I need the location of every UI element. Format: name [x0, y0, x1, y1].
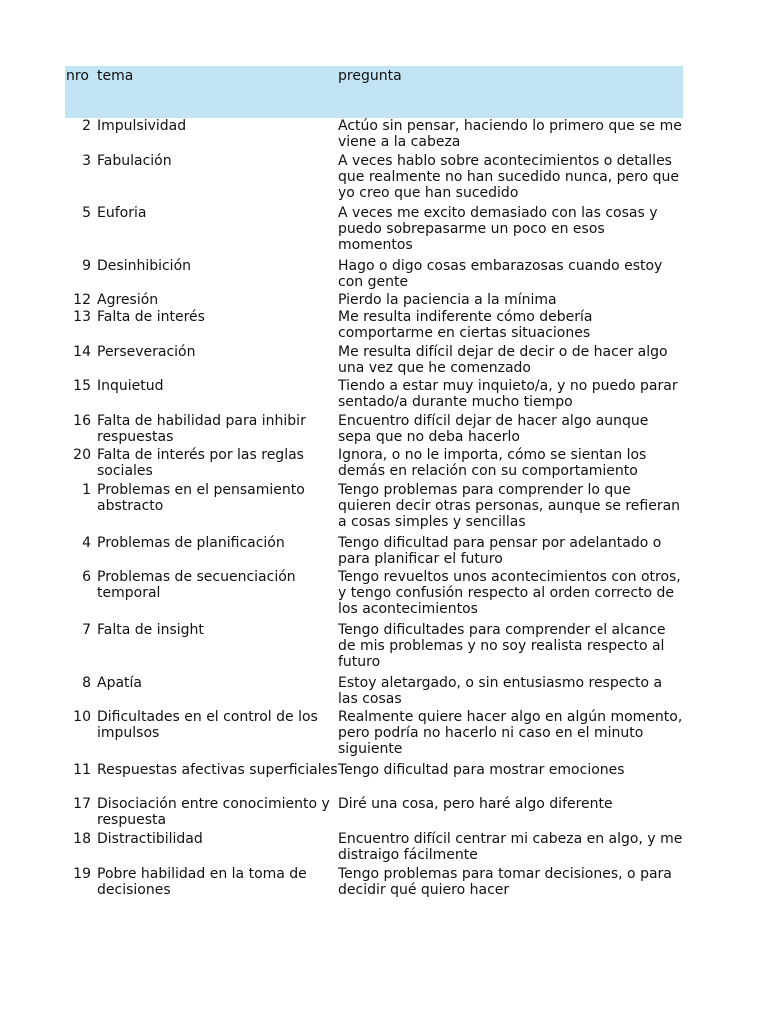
table-row: [65, 622, 683, 675]
row-tema: Agresión: [97, 292, 159, 308]
row-tema: Impulsividad: [97, 118, 187, 134]
table-row: [65, 796, 683, 831]
row-tema: Perseveración: [97, 344, 196, 360]
row-tema: Desinhibición: [97, 258, 192, 274]
row-pregunta: A veces me excito demasiado con las cosas y puedo sobrepasarme un poco en esos momentos: [338, 205, 658, 253]
table-row: [65, 482, 683, 535]
table-row: [65, 344, 683, 378]
row-tema: Apatía: [97, 675, 143, 691]
row-pregunta: Tengo problemas para comprender lo que quieren decir otras personas, aunque se refieran a cosas simples y sencillas: [338, 482, 681, 530]
row-pregunta: Tiendo a estar muy inquieto/a, y no puedo parar sentado/a durante mucho tiempo: [338, 378, 678, 410]
row-nro: 16: [73, 413, 91, 429]
row-nro: 8: [82, 675, 91, 691]
table-row: [65, 258, 683, 292]
row-nro: 9: [82, 258, 91, 274]
row-tema: Dificultades en el control de los impulsos: [97, 709, 318, 741]
row-pregunta: Tengo dificultad para mostrar emociones: [338, 762, 625, 778]
table-row: [65, 709, 683, 762]
table-body: [65, 118, 683, 901]
row-tema: Falta de interés: [97, 309, 205, 325]
table-row: [65, 447, 683, 482]
row-pregunta: Me resulta difícil dejar de decir o de hacer algo una vez que he comenzado: [338, 344, 668, 376]
row-tema: Falta de habilidad para inhibir respuestas: [97, 413, 306, 445]
table-row: [65, 292, 683, 309]
table-header: [65, 66, 683, 118]
row-nro: 19: [73, 866, 91, 882]
row-nro: 17: [73, 796, 91, 812]
row-nro: 6: [82, 569, 91, 585]
questionnaire-table: [65, 66, 683, 901]
row-pregunta: A veces hablo sobre acontecimientos o detalles que realmente no han sucedido nunca, pero que yo creo que han sucedido: [338, 153, 679, 201]
table-row: [65, 309, 683, 344]
header-tema: tema: [97, 68, 134, 84]
row-nro: 13: [73, 309, 91, 325]
table-row: [65, 205, 683, 258]
table-row: [65, 675, 683, 709]
row-tema: Distractibilidad: [97, 831, 203, 847]
row-nro: 15: [73, 378, 91, 394]
table-row: [65, 831, 683, 866]
row-nro: 5: [82, 205, 91, 221]
row-tema: Falta de insight: [97, 622, 204, 638]
row-tema: Respuestas afectivas superficiales: [97, 762, 338, 778]
row-nro: 20: [73, 447, 91, 463]
row-pregunta: Estoy aletargado, o sin entusiasmo respecto a las cosas: [338, 675, 663, 707]
row-pregunta: Actúo sin pensar, haciendo lo primero que se me viene a la cabeza: [338, 118, 682, 150]
table-row: [65, 378, 683, 413]
table-row: [65, 762, 683, 796]
row-nro: 11: [73, 762, 91, 778]
row-tema: Inquietud: [97, 378, 164, 394]
row-pregunta: Hago o digo cosas embarazosas cuando estoy con gente: [338, 258, 663, 290]
row-pregunta: Tengo dificultad para pensar por adelantado o para planificar el futuro: [338, 535, 662, 567]
row-pregunta: Encuentro difícil dejar de hacer algo aunque sepa que no deba hacerlo: [338, 413, 649, 445]
row-tema: Problemas de planificación: [97, 535, 285, 551]
row-nro: 2: [82, 118, 91, 134]
table-row: [65, 569, 683, 622]
table-row: [65, 866, 683, 901]
row-nro: 3: [82, 153, 91, 169]
row-pregunta: Tengo dificultades para comprender el alcance de mis problemas y no soy realista respecto al futuro: [338, 622, 666, 670]
row-nro: 1: [82, 482, 91, 498]
table-row: [65, 118, 683, 153]
row-tema: Euforia: [97, 205, 147, 221]
row-pregunta: Ignora, o no le importa, cómo se sientan los demás en relación con su comportamiento: [338, 447, 647, 479]
table-row: [65, 535, 683, 569]
row-nro: 18: [73, 831, 91, 847]
row-pregunta: Diré una cosa, pero haré algo diferente: [338, 796, 613, 812]
row-tema: Fabulación: [97, 153, 172, 169]
row-pregunta: Realmente quiere hacer algo en algún momento, pero podría no hacerlo ni caso en el minuto siguiente: [338, 709, 683, 757]
row-tema: Pobre habilidad en la toma de decisiones: [97, 866, 307, 898]
row-pregunta: Pierdo la paciencia a la mínima: [338, 292, 557, 308]
row-nro: 10: [73, 709, 91, 725]
row-nro: 14: [73, 344, 91, 360]
header-pregunta: pregunta: [338, 68, 402, 84]
row-tema: Falta de interés por las reglas sociales: [97, 447, 304, 479]
header-nro: nro: [66, 68, 89, 84]
row-pregunta: Tengo problemas para tomar decisiones, o para decidir qué quiero hacer: [338, 866, 672, 898]
table-row: [65, 153, 683, 205]
row-tema: Problemas en el pensamiento abstracto: [97, 482, 305, 514]
row-nro: 4: [82, 535, 91, 551]
row-pregunta: Encuentro difícil centrar mi cabeza en algo, y me distraigo fácilmente: [338, 831, 683, 863]
row-tema: Problemas de secuenciación temporal: [97, 569, 296, 601]
table-row: [65, 413, 683, 447]
row-nro: 7: [82, 622, 91, 638]
row-pregunta: Tengo revueltos unos acontecimientos con otros, y tengo confusión respecto al orden correcto de los acontecimientos: [338, 569, 681, 617]
row-tema: Disociación entre conocimiento y respuesta: [97, 796, 330, 828]
row-pregunta: Me resulta indiferente cómo debería comportarme en ciertas situaciones: [338, 309, 593, 341]
row-nro: 12: [73, 292, 91, 308]
